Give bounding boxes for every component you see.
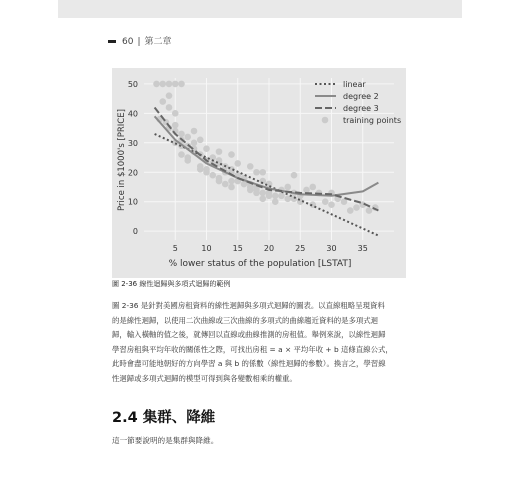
training-point: [228, 178, 235, 185]
body-paragraph: [112, 299, 414, 386]
training-point: [284, 184, 291, 191]
legend-label: degree 3: [343, 104, 379, 113]
legend-label: training points: [343, 116, 402, 125]
training-point: [272, 193, 279, 200]
y-tick-label: 10: [127, 197, 138, 207]
training-point: [191, 128, 198, 135]
x-tick-label: 5: [172, 244, 178, 253]
training-point: [172, 122, 179, 129]
training-point: [222, 181, 229, 188]
y-tick-label: 20: [127, 168, 138, 178]
chart-grid: [144, 78, 394, 240]
y-axis-label: Price in $1000's [PRICE]: [117, 109, 127, 211]
legend-marker: [322, 117, 329, 124]
y-tick-label: 30: [127, 138, 138, 148]
body-line: 的是線性迴歸，以使用二次曲線或三次曲線的多項式的曲線趨近資料的是多項式迴: [112, 315, 379, 325]
x-tick-label: 20: [263, 244, 275, 253]
training-point: [153, 81, 160, 88]
body-line: 歸，輸入橫軸的值之後，就傳回以直線或曲線推測的房租值。舉例來說，以線性迴歸: [112, 330, 386, 339]
legend-label: degree 2: [343, 92, 379, 101]
training-point: [216, 148, 223, 155]
training-point: [234, 160, 241, 167]
chart-figure: [112, 68, 406, 278]
body-line: 此時會盡可能地朝好的方向學習 a 與 b 的係數（線性迴歸的參數）。換言之，學習線: [112, 359, 386, 368]
training-point: [291, 195, 298, 202]
x-tick-label: 15: [232, 244, 243, 253]
training-point: [291, 172, 298, 179]
body-line: 學習房租與平均年收的關係性之際，可找出房租 = a × 平均年收 + b 這條直線公式，: [112, 344, 393, 354]
header-separator: |: [137, 37, 141, 47]
training-point: [347, 207, 354, 214]
training-point: [278, 193, 285, 200]
y-tick-label: 50: [127, 79, 138, 89]
training-point: [272, 198, 279, 205]
training-point: [172, 81, 179, 88]
top-banner: [58, 0, 462, 18]
training-point: [178, 131, 185, 138]
x-axis-label: % lower status of the population [LSTAT]: [168, 259, 352, 269]
training-point: [228, 151, 235, 158]
legend-label: linear: [343, 80, 366, 89]
header-marker: [108, 40, 116, 43]
training-point: [259, 190, 266, 197]
training-point: [209, 172, 216, 179]
training-point: [197, 137, 204, 144]
training-point: [328, 201, 335, 208]
training-point: [259, 169, 266, 176]
training-point: [197, 166, 204, 173]
chart-legend: [315, 80, 401, 125]
body-line: 圖 2-36 是針對美國房租資料的線性迴歸與多項式迴歸的圖表。以直線粗略呈現資料: [112, 301, 385, 310]
regression-chart: [112, 68, 406, 278]
body-line: 性迴歸或多項式迴歸的模型可得到與各變數相乘的權重。: [112, 373, 297, 383]
training-point: [203, 169, 210, 176]
x-tick-label: 35: [357, 244, 368, 253]
y-tick-label: 40: [127, 109, 138, 119]
training-point: [216, 178, 223, 185]
training-point: [366, 207, 373, 214]
training-point: [178, 151, 185, 158]
training-point: [191, 140, 198, 147]
training-point: [159, 98, 166, 105]
training-point: [166, 104, 173, 111]
training-point: [247, 163, 254, 170]
training-point: [253, 190, 260, 197]
figure-caption: 圖 2-36 線性迴歸與多項式迴歸的範例: [112, 280, 231, 288]
training-point: [184, 157, 191, 164]
training-point: [309, 184, 316, 191]
x-tick-label: 10: [201, 244, 212, 253]
training-point: [172, 110, 179, 117]
section-intro: 這一節要說明的是集群與降維。: [112, 436, 219, 445]
training-point: [228, 184, 235, 191]
page-header: [108, 34, 172, 47]
training-point: [353, 204, 360, 211]
x-tick-label: 30: [326, 244, 337, 253]
y-tick-label: 0: [132, 227, 138, 237]
training-point: [159, 81, 166, 88]
training-point: [166, 81, 173, 88]
training-point: [259, 195, 266, 202]
section-heading: 2.4 集群、降維: [112, 410, 216, 426]
x-tick-label: 25: [295, 244, 306, 253]
page-number: 60: [122, 37, 134, 47]
training-point: [253, 169, 260, 176]
training-point: [203, 145, 210, 152]
training-point: [322, 198, 329, 205]
training-point: [266, 193, 273, 200]
chapter-title: 第二章: [144, 37, 172, 47]
training-point: [166, 92, 173, 99]
training-point: [178, 81, 185, 88]
training-point: [184, 134, 191, 141]
regression-lines-layer: [155, 108, 379, 236]
